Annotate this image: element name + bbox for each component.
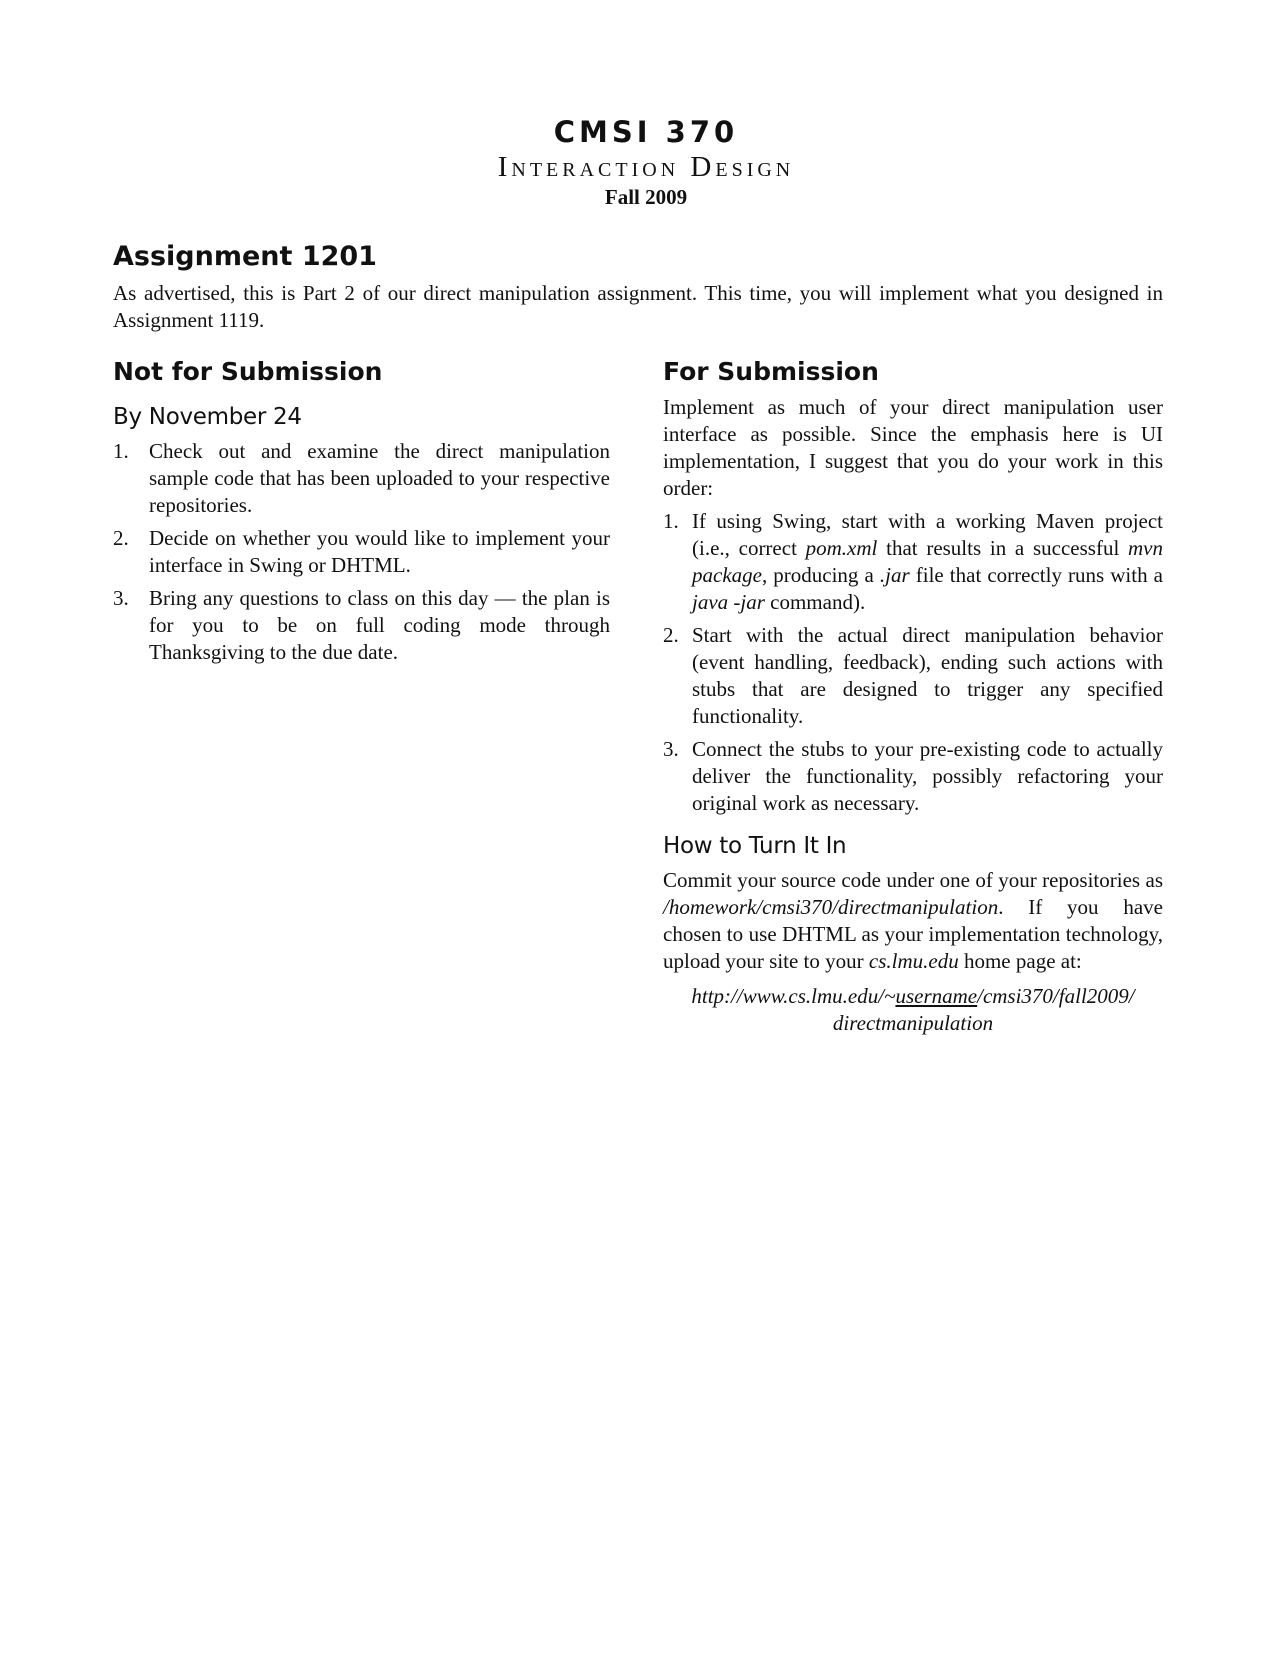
repository-path: /homework/cmsi370/directmanipulation xyxy=(663,895,999,919)
course-term: Fall 2009 xyxy=(604,185,688,209)
list-item xyxy=(113,585,610,666)
not-for-submission-column xyxy=(113,355,610,672)
course-code: CMSI 370 xyxy=(553,115,739,149)
not-for-submission-heading: Not for Submission xyxy=(113,357,383,386)
turn-in-subheading: How to Turn It In xyxy=(663,833,847,859)
list-item-text: Decide on whether you would like to implement your interface in Swing or DHTML. xyxy=(149,526,610,577)
list-item xyxy=(113,438,610,519)
url-suffix: /cmsi370/fall2009/ xyxy=(977,984,1135,1008)
list-item-text: Bring any questions to class on this day — the plan is for you to be on full coding mode through Thanksgiving to the due date. xyxy=(149,586,610,664)
list-item xyxy=(663,622,1163,730)
list-item-number: 1. xyxy=(663,509,679,533)
assignment-title: Assignment 1201 xyxy=(113,241,377,272)
list-item-number: 3. xyxy=(663,737,679,761)
domain-name: cs.lmu.edu xyxy=(868,949,959,973)
list-item xyxy=(663,736,1163,817)
for-submission-heading: For Submission xyxy=(663,357,879,386)
list-item-number: 2. xyxy=(663,623,679,647)
java-jar-command: java -jar xyxy=(692,590,765,614)
for-submission-column xyxy=(663,355,1163,1037)
implementation-steps-list xyxy=(663,508,1163,817)
preparation-list xyxy=(113,438,610,666)
list-item-text: If using Swing, start with a working Maven project (i.e., correct xyxy=(692,509,1163,560)
list-item-text: Connect the stubs to your pre-existing code to actually deliver the functionality, possibly refactoring your original work as necessary. xyxy=(692,737,1163,815)
submission-url xyxy=(663,983,1163,1037)
list-item-text: Start with the actual direct manipulation behavior (event handling, feedback), ending such actions with stubs that are designed to trigger any specified functionality. xyxy=(692,623,1163,728)
list-item-text: file that correctly runs with a xyxy=(909,563,1163,587)
list-item xyxy=(113,525,610,579)
list-item-text: that results in a successful xyxy=(877,536,1129,560)
mvn-command: mvn package xyxy=(692,536,1164,587)
jar-extension: .jar xyxy=(879,563,910,587)
list-item-text: , producing a xyxy=(761,563,880,587)
course-name: Interaction Design xyxy=(497,151,795,183)
assignment-intro: As advertised, this is Part 2 of our direct manipulation assignment. This time, you will implement what you designed in Assignment 1119. xyxy=(113,281,1163,332)
turn-in-instructions xyxy=(663,867,1163,975)
course-header xyxy=(0,114,1280,210)
turn-in-text: . If you have chosen to use DHTML as your implementation technology, upload your site to your xyxy=(663,895,1163,973)
url-line-2: directmanipulation xyxy=(832,1011,994,1035)
turn-in-text: home page at: xyxy=(958,949,1082,973)
turn-in-text: Commit your source code under one of your repositories as xyxy=(663,868,1163,892)
list-item-text: command). xyxy=(764,590,866,614)
pom-file-name: pom.xml xyxy=(805,536,878,560)
list-item-text: Check out and examine the direct manipulation sample code that has been uploaded to your respective repositories. xyxy=(149,439,610,517)
list-item-number: 1. xyxy=(113,439,129,463)
list-item-number: 3. xyxy=(113,586,129,610)
url-prefix: http://www.cs.lmu.edu/~ xyxy=(691,984,896,1008)
url-username: username xyxy=(895,984,978,1008)
list-item xyxy=(663,508,1163,616)
deadline-subheading: By November 24 xyxy=(113,404,302,430)
list-item-number: 2. xyxy=(113,526,129,550)
for-submission-lead: Implement as much of your direct manipulation user interface as possible. Since the emphasis here is UI implementation, I suggest that you do your work in this order: xyxy=(663,395,1163,500)
